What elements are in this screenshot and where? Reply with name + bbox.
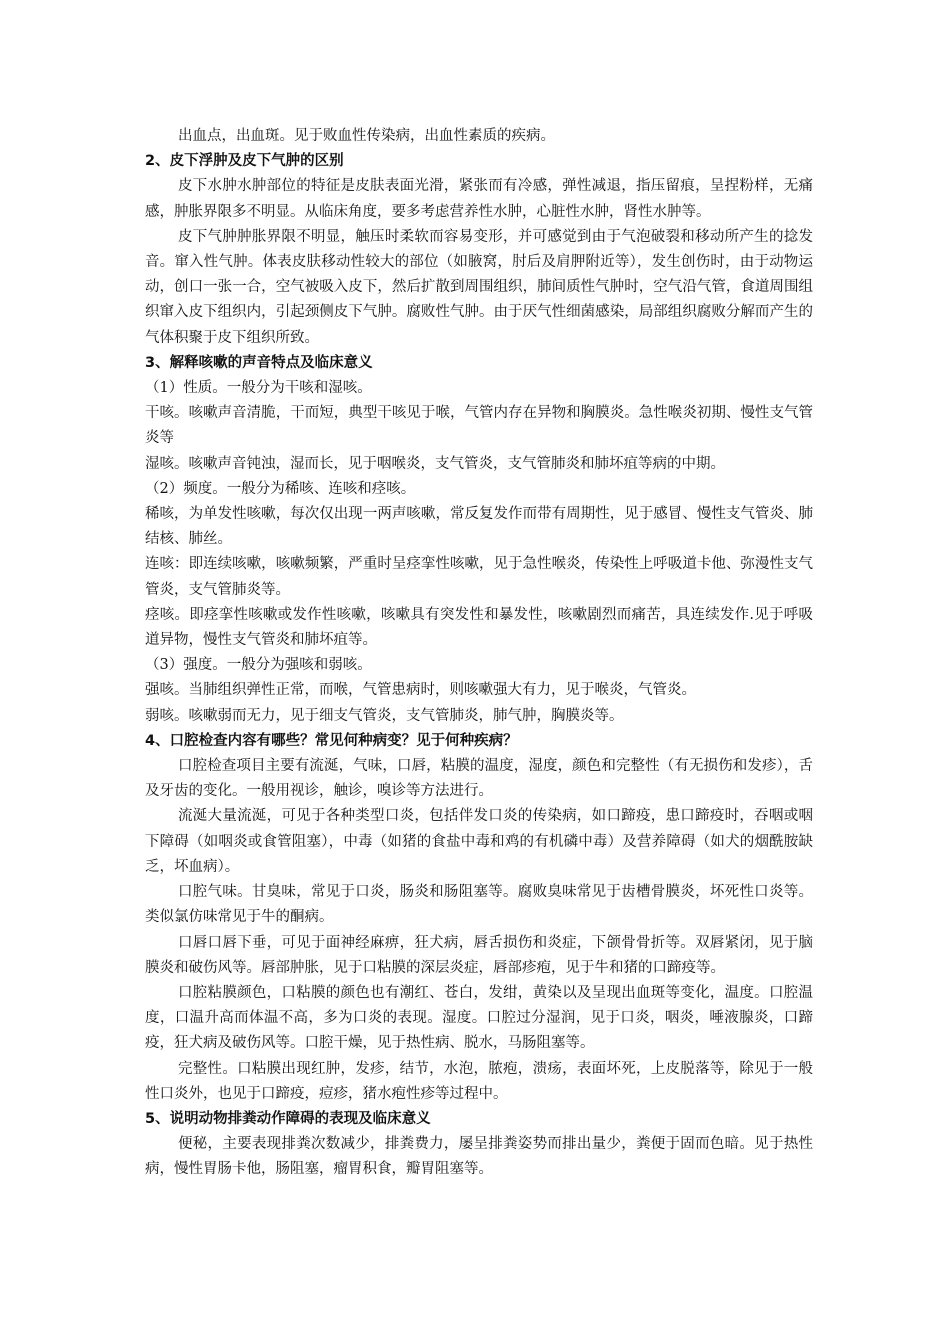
paragraph: 连咳：即连续咳嗽，咳嗽频繁，严重时呈痉挛性咳嗽，见于急性喉炎，传染性上呼吸道卡他、弥漫性支气管炎，支气管肺炎等。: [145, 556, 813, 598]
paragraph: 口腔检查项目主要有流涎，气味，口唇，粘膜的温度，湿度，颜色和完整性（有无损伤和发疹），舌及牙齿的变化。一般用视诊，触诊，嗅诊等方法进行。: [145, 758, 813, 800]
paragraph: （1）性质。一般分为干咳和湿咳。: [145, 380, 372, 397]
section-heading: 2、皮下浮肿及皮下气肿的区别: [145, 153, 344, 170]
paragraph: 出血点，出血斑。见于败血性传染病，出血性素质的疾病。: [178, 128, 555, 144]
paragraph: 完整性。口粘膜出现红肿，发疹，结节，水泡，脓疱，溃疡，表面坏死，上皮脱落等，除见于一般性口炎外，也见于口蹄疫，痘疹，猪水疱性疹等过程中。: [145, 1060, 813, 1102]
paragraph: 湿咳。咳嗽声音钝浊，湿而长，见于咽喉炎，支气管炎，支气管肺炎和肺坏疽等病的中期。: [145, 455, 725, 472]
paragraph: 痉咳。即痉挛性咳嗽或发作性咳嗽，咳嗽具有突发性和暴发性，咳嗽剧烈而痛苦，具连续发作.见于呼吸道异物，慢性支气管炎和肺坏疽等。: [145, 606, 813, 649]
paragraph: 口腔气味。甘臭味，常见于口炎，肠炎和肠阻塞等。腐败臭味常见于齿槽骨膜炎，坏死性口炎等。类似氯仿味常见于牛的酮病。: [145, 884, 813, 926]
document-body: [145, 124, 813, 1183]
paragraph: 干咳。咳嗽声音清脆，干而短，典型干咳见于喉，气管内存在异物和胸膜炎。急性喉炎初期、慢性支气管炎等: [145, 405, 813, 447]
paragraph: 弱咳。咳嗽弱而无力，见于细支气管炎，支气管肺炎，肺气肿，胸膜炎等。: [145, 707, 624, 724]
paragraph: 便秘，主要表现排粪次数减少，排粪费力，屡呈排粪姿势而排出量少，粪便于固而色暗。见于热性病，慢性胃肠卡他，肠阻塞，瘤胃积食，瓣胃阻塞等。: [145, 1136, 813, 1178]
paragraph: 皮下气肿肿胀界限不明显，触压时柔软而容易变形，并可感觉到由于气泡破裂和移动所产生的捻发音。窜入性气肿。体表皮肤移动性较大的部位（如腋窝，肘后及肩胛附近等），发生创伤时，由于动物运动，创口一张一合，空气被吸入皮下，然后扩散到周围组织，肺间质性气肿时，空气沿气管，食道周围组织窜入皮下组织内，引起颈侧皮下气肿。腐败性气肿。由于厌气性细菌感染，局部组织腐败分解而产生的气体积聚于皮下组织所致。: [145, 228, 813, 346]
paragraph: 口腔粘膜颜色，口粘膜的颜色也有潮红、苍白，发绀，黄染以及呈现出血斑等变化，温度。口腔温度，口温升高而体温不高，多为口炎的表现。湿度。口腔过分湿润，见于口炎，咽炎，唾液腺炎，口蹄疫，狂犬病及破伤风等。口腔干燥，见于热性病、脱水，马肠阻塞等。: [145, 984, 813, 1052]
section-heading: 4、口腔检查内容有哪些？常见何种病变？见于何种疾病？: [145, 732, 518, 749]
section-heading: 3、解释咳嗽的声音特点及临床意义: [145, 354, 373, 371]
paragraph: 流涎大量流涎，可见于各种类型口炎，包括伴发口炎的传染病，如口蹄疫，患口蹄疫时，吞咽或咽下障碍（如咽炎或食管阻塞），中毒（如猪的食盐中毒和鸡的有机磷中毒）及营养障碍（如犬的烟酰胺缺乏，坏血病）。: [145, 808, 813, 875]
paragraph: 强咳。当肺组织弹性正常，而喉，气管患病时，则咳嗽强大有力，见于喉炎，气管炎。: [145, 682, 696, 699]
section-heading: 5、说明动物排粪动作障碍的表现及临床意义: [145, 1110, 431, 1127]
paragraph: 稀咳，为单发性咳嗽，每次仅出现一两声咳嗽，常反复发作而带有周期性，见于感冒、慢性支气管炎、肺结核、肺丝。: [145, 506, 813, 548]
paragraph: 皮下水肿水肿部位的特征是皮肤表面光滑，紧张而有冷感，弹性减退，指压留痕，呈捏粉样，无痛感，肿胀界限多不明显。从临床角度，要多考虑营养性水肿，心脏性水肿，肾性水肿等。: [145, 178, 813, 220]
paragraph: 口唇口唇下垂，可见于面神经麻痹，狂犬病，唇舌损伤和炎症，下颌骨骨折等。双唇紧闭，见于脑膜炎和破伤风等。唇部肿胀，见于口粘膜的深层炎症，唇部疹疱，见于牛和猪的口蹄疫等。: [145, 934, 813, 976]
paragraph: （3）强度。一般分为强咳和弱咳。: [145, 657, 372, 674]
paragraph: （2）频度。一般分为稀咳、连咳和痉咳。: [145, 480, 416, 497]
